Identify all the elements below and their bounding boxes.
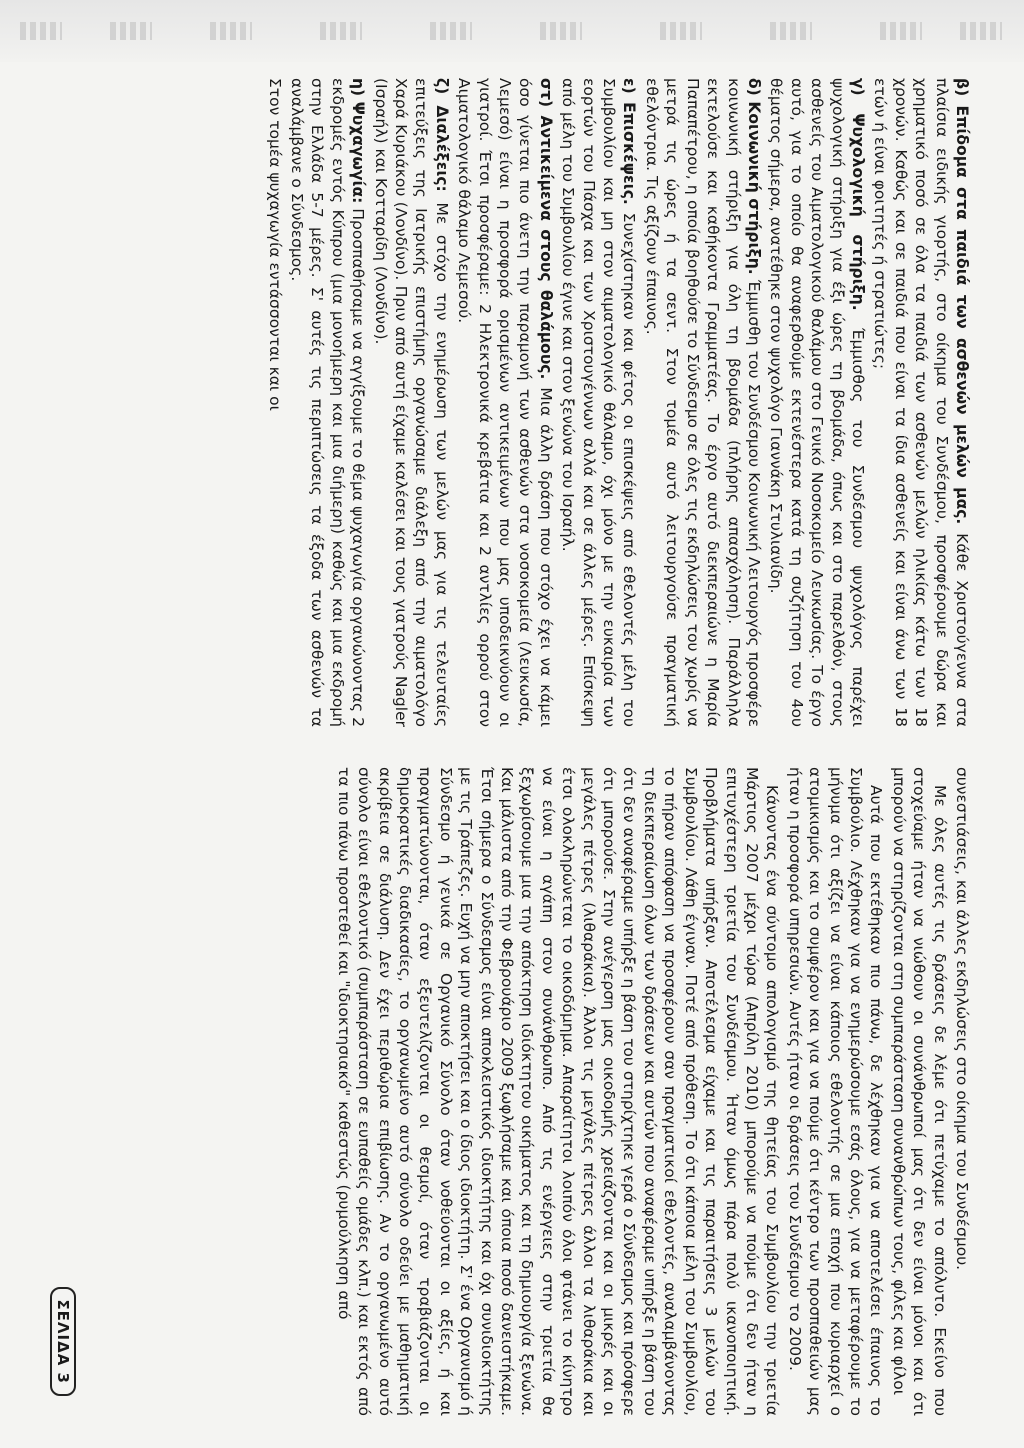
- paragraph: Με όλες αυτές τις δράσεις δε λέμε ότι πετύχαμε το απόλυτο. Εκείνο που στοχεύαμε ήταν να νιώθουν οι συνάνθρωποί μας ότι δεν είναι μόνοι και ότι μπορούν να στηρίζονται στη συμπαράσταση συνανθρώπων τους, φίλες και φίλοι: [889, 767, 949, 1416]
- section-text: Έμμισθη του Συνδέσμου Κοινωνική Λειτουργός προσφέρε κοινωνική στήριξη για όλη τη βδομάδα (πλήρης απασχόληση). Παράλληλα εκτελούσε και καθήκοντα Γραμματέας. Το έργο αυτό διεκπεραιώνε η Μαρία Παπαπέτρου, η οποία βοηθούσε το Σύνδεσμο σε όλες τις εκδηλώσεις του χωρίς να μετρά τις ώρες ή τα σεντ. Στον τομέα αυτό λειτουργούσε πραγματική εθελόντρια. Τις αξίζουν έπαινος.: [642, 78, 763, 727]
- paragraph: Αυτά που εκτέθηκαν πιο πάνω, δε λέχθηκαν για να αποτελέσει έπαινος το Συμβούλιο. Λέχθηκαν για να ενημερώσουμε εσάς όλους, για να μεταφέρουμε το μήνυμα ότι αξίζει να είναι κάποιος εθελοντής σε μια εποχή που κυριαρχεί ο ατομικισμός και το συμφέρον και για να πούμε ότι κέντρο των προσπαθειών μας ήταν η προσφορά υπηρεσιών. Αυτές ήταν οι δράσεις του Συνδέσμου το 2009.: [785, 767, 886, 1416]
- paragraph: Κάνοντας ένα σύντομο απολογισμό της θητείας του Συμβουλίου την τριετία Μάρτιος 2007 μέχρι τώρα (Απρίλη 2010) μπορούμε να πούμε ότι δεν ήταν η επιτυχέστερη τριετία του Συνδέσμου. Ήταν όμως πάρα πολύ ικανοποιητική. Προβλήματα υπήρξαν. Αποτέλεσμα είχαμε και τις παραιτήσεις 3 μελών του Συμβουλίου. Λάθη έγιναν. Ποτέ από πρόθεση. Το ότι κάποια μέλη του Συμβουλίου, το πήραν απόφαση να προσφέρουν σαν πραγματικοί εθελοντές, αναλαμβάνοντας τη διεκπεραίωση όλων των δράσεων και αυτών που αναφέραμε υπήρξε η βάση του ότι δεν αναφέραμε υπήρξε η βάση του στηρίχτηκε γερά ο Σύνδεσμος και πρόσφερε ότι μπορούσε. Στην ανέγερση μας οικοδομής χρειάζονται και οι μικρές και οι μεγάλες πέτρες (λιθαράκια). Άλλοι τις μεγάλες πέτρες άλλοι τα λιθαράκια και έτσι ολοκληρώνεται το οικοδόμημα. Απαραίτητοι λοιπόν όλοι φτάνει το κίνητρο να είναι η αγάπη στον συνάνθρωπο. Από τις ενέργειες στην τριετία θα ξεχωρίσουμε μια την απόκτηση ιδιόκτητου οικήματος και τη δημιουργία ξενώνα. Και μάλιστα από την Φεβρουάριο 2009 ξωφλήσαμε και όποια ποσό δανειστήκαμε. Έτσι σήμερα ο Σύνδεσμος είναι αποκλειστικός ιδιοκτήτης και όχι συνιδιοκτήτης με τις Τράπεζες. Ευχή να μην αποκτήσει και ο ίδιος ιδιοκτήτη. Σ' ένα Οργανισμό ή Σύνδεσμο ή γενικά σε Οργανικό Σύνολο όταν νοθεύονται οι αξίες, ή και πραγματώνονται, όταν εξευτελίζονται οι θεσμοί, όταν τραβιάζονται οι δημοκρατικές διαδικασίες, το οργανωμένο αυτό σύνολο οδεύει με μαθηματική ακρίβεια σε διάλυση. Δεν έχει περιθώρια επιβίωσης. Αν το οργανωμένο αυτό σύνολο είναι εθελοντικό (συμπαράσταση σε ευπαθείς ομάδες κλπ.) και εκτός από τα πιο πάνω προστεθεί και "ιδιοκτησιακό" καθεστώς (ρυμούλκηση από: [334, 767, 782, 1416]
- section-text: Με στόχο την ενημέρωση των μελών μας για τις τελευταίες επιτεύξεις της Ιατρικής επιστήμης οργανώσαμε διάλεξη από την αιματολόγο Χαρά Κυριάκου (Λονδίνο). Πριν από αυτή είχαμε καλέσει και τους γιατρούς Nagler (Ισραήλ) και Κοτταρίδη (Λονδίνο).: [371, 78, 451, 727]
- section-text: Έμμισθος του Συνδέσμου ψυχολόγος παρέχει ψυχολογική στήριξη για έξι ώρες τη βδομάδα, όπως και στο παρελθόν, στους ασθενείς του Αιματολογικού θαλάμου στο Γενικό Νοσοκομείο Λευκωσίας. Το έργο αυτό, για το οποίο θα αναφερθούμε εκτενέστερα κατά τη συζήτηση του 4ου θέματος σήμερα, ανατέθηκε στον ψυχολόγο Γιαννάκη Στυλιανίδη.: [767, 78, 867, 727]
- page-number-badge: ΣΕΛΙΔΑ 3: [50, 1287, 76, 1396]
- scan-mark: [540, 22, 582, 40]
- paragraph: [370, 78, 452, 727]
- scan-mark: [20, 22, 62, 40]
- scan-mark: [660, 22, 702, 40]
- paragraph: [287, 78, 369, 727]
- paragraph: [870, 78, 972, 727]
- section-heading: στ) Αντικείμενα στους θαλάμους.: [536, 78, 555, 380]
- scan-edge-artifact: [0, 0, 1024, 62]
- section-text: Κάθε Χριστούγεννα στα πλαίσια ειδικής γιορτής, στο οίκημα του Συνδέσμου, προσφέρουμε δώρα και χρηματικό ποσό σε όλα τα παιδιά των ασθενών μελών ηλικίας κάτω των 18 χρονών. Καθώς και σε παιδιά που είναι τα ίδια ασθενείς και είναι άνω των 18 ετών ή είναι φοιτητές ή στρατιώτες;: [871, 78, 971, 727]
- section-text: Μια άλλη δράση που στόχο έχει να κάμει όσο γίνεται πιο άνετη την παραμονή των ασθενών στα νοσοκομεία (Λευκωσία, Λεμεσό) είναι η προσφορά ορισμένων αντικειμένων που μας υποδεικνύουν οι γιατροί. Έτσι προσφέραμε: 2 Ηλεκτρονικά κρεβάτια και 2 αντλίες ορρού στον Αιματολογικό θάλαμο Λεμεσού.: [455, 78, 555, 727]
- paragraph: [642, 78, 764, 727]
- scan-mark: [320, 22, 362, 40]
- paragraph: Στον τομέα ψυχαγωγία εντάσσονται και οι: [265, 78, 284, 411]
- right-column: [60, 767, 972, 1416]
- paragraph: συνεστιάσεις, και άλλες εκδηλώσεις στο οίκημα του Συνδέσμου.: [953, 767, 971, 1271]
- paragraph: [454, 78, 556, 727]
- section-heading: ε) Επισκέψεις.: [620, 78, 639, 205]
- section-text: Προσπαθήσαμε να αγγίξουμε το θέμα ψυχαγωγία οργανώνοντας 2 εκδρομές εντός Κύπρου (μια μονοήμερη και μια διήμερη) καθώς και μια εκδρομή στην Ελλάδα 5-7 μέρες. Σ' αυτές τις περιπτώσεις τα έξοδα των ασθενών τα αναλάμβανε ο Σύνδεσμος.: [288, 78, 368, 727]
- rotated-document-page: [54, 62, 980, 1432]
- scan-mark: [960, 22, 1002, 40]
- text-columns: [60, 62, 980, 1432]
- scan-mark: [210, 22, 252, 40]
- scan-mark: [110, 22, 152, 40]
- section-heading: γ) Ψυχολογική στήριξη.: [848, 78, 867, 311]
- section-heading: δ) Κοινωνική στήριξη.: [744, 78, 763, 275]
- section-text: Συνεχίστηκαν και φέτος οι επισκέψεις από εθελοντές μέλη του Συμβουλίου και μη στον αιματολογικό θάλαμο, όχι μόνο με την ευκαιρία των εορτών του Πάσχα και των Χριστουγέννων αλλά και σε άλλες μέρες. Επίσκεψη από μέλη του Συμβουλίου έγινε και στον ξενώνα του Ισραήλ.: [559, 78, 639, 727]
- section-heading: β) Επίδομα στα παιδιά των ασθενών μελών μας.: [953, 78, 971, 525]
- section-heading: ζ) Διαλέξεις:: [432, 78, 451, 192]
- paragraph: [766, 78, 868, 727]
- left-column: [60, 78, 972, 727]
- scan-mark: [880, 22, 922, 40]
- scan-mark: [770, 22, 812, 40]
- section-heading: η) Ψυχαγωγία:: [349, 78, 368, 204]
- paragraph: [558, 78, 640, 727]
- scan-mark: [430, 22, 472, 40]
